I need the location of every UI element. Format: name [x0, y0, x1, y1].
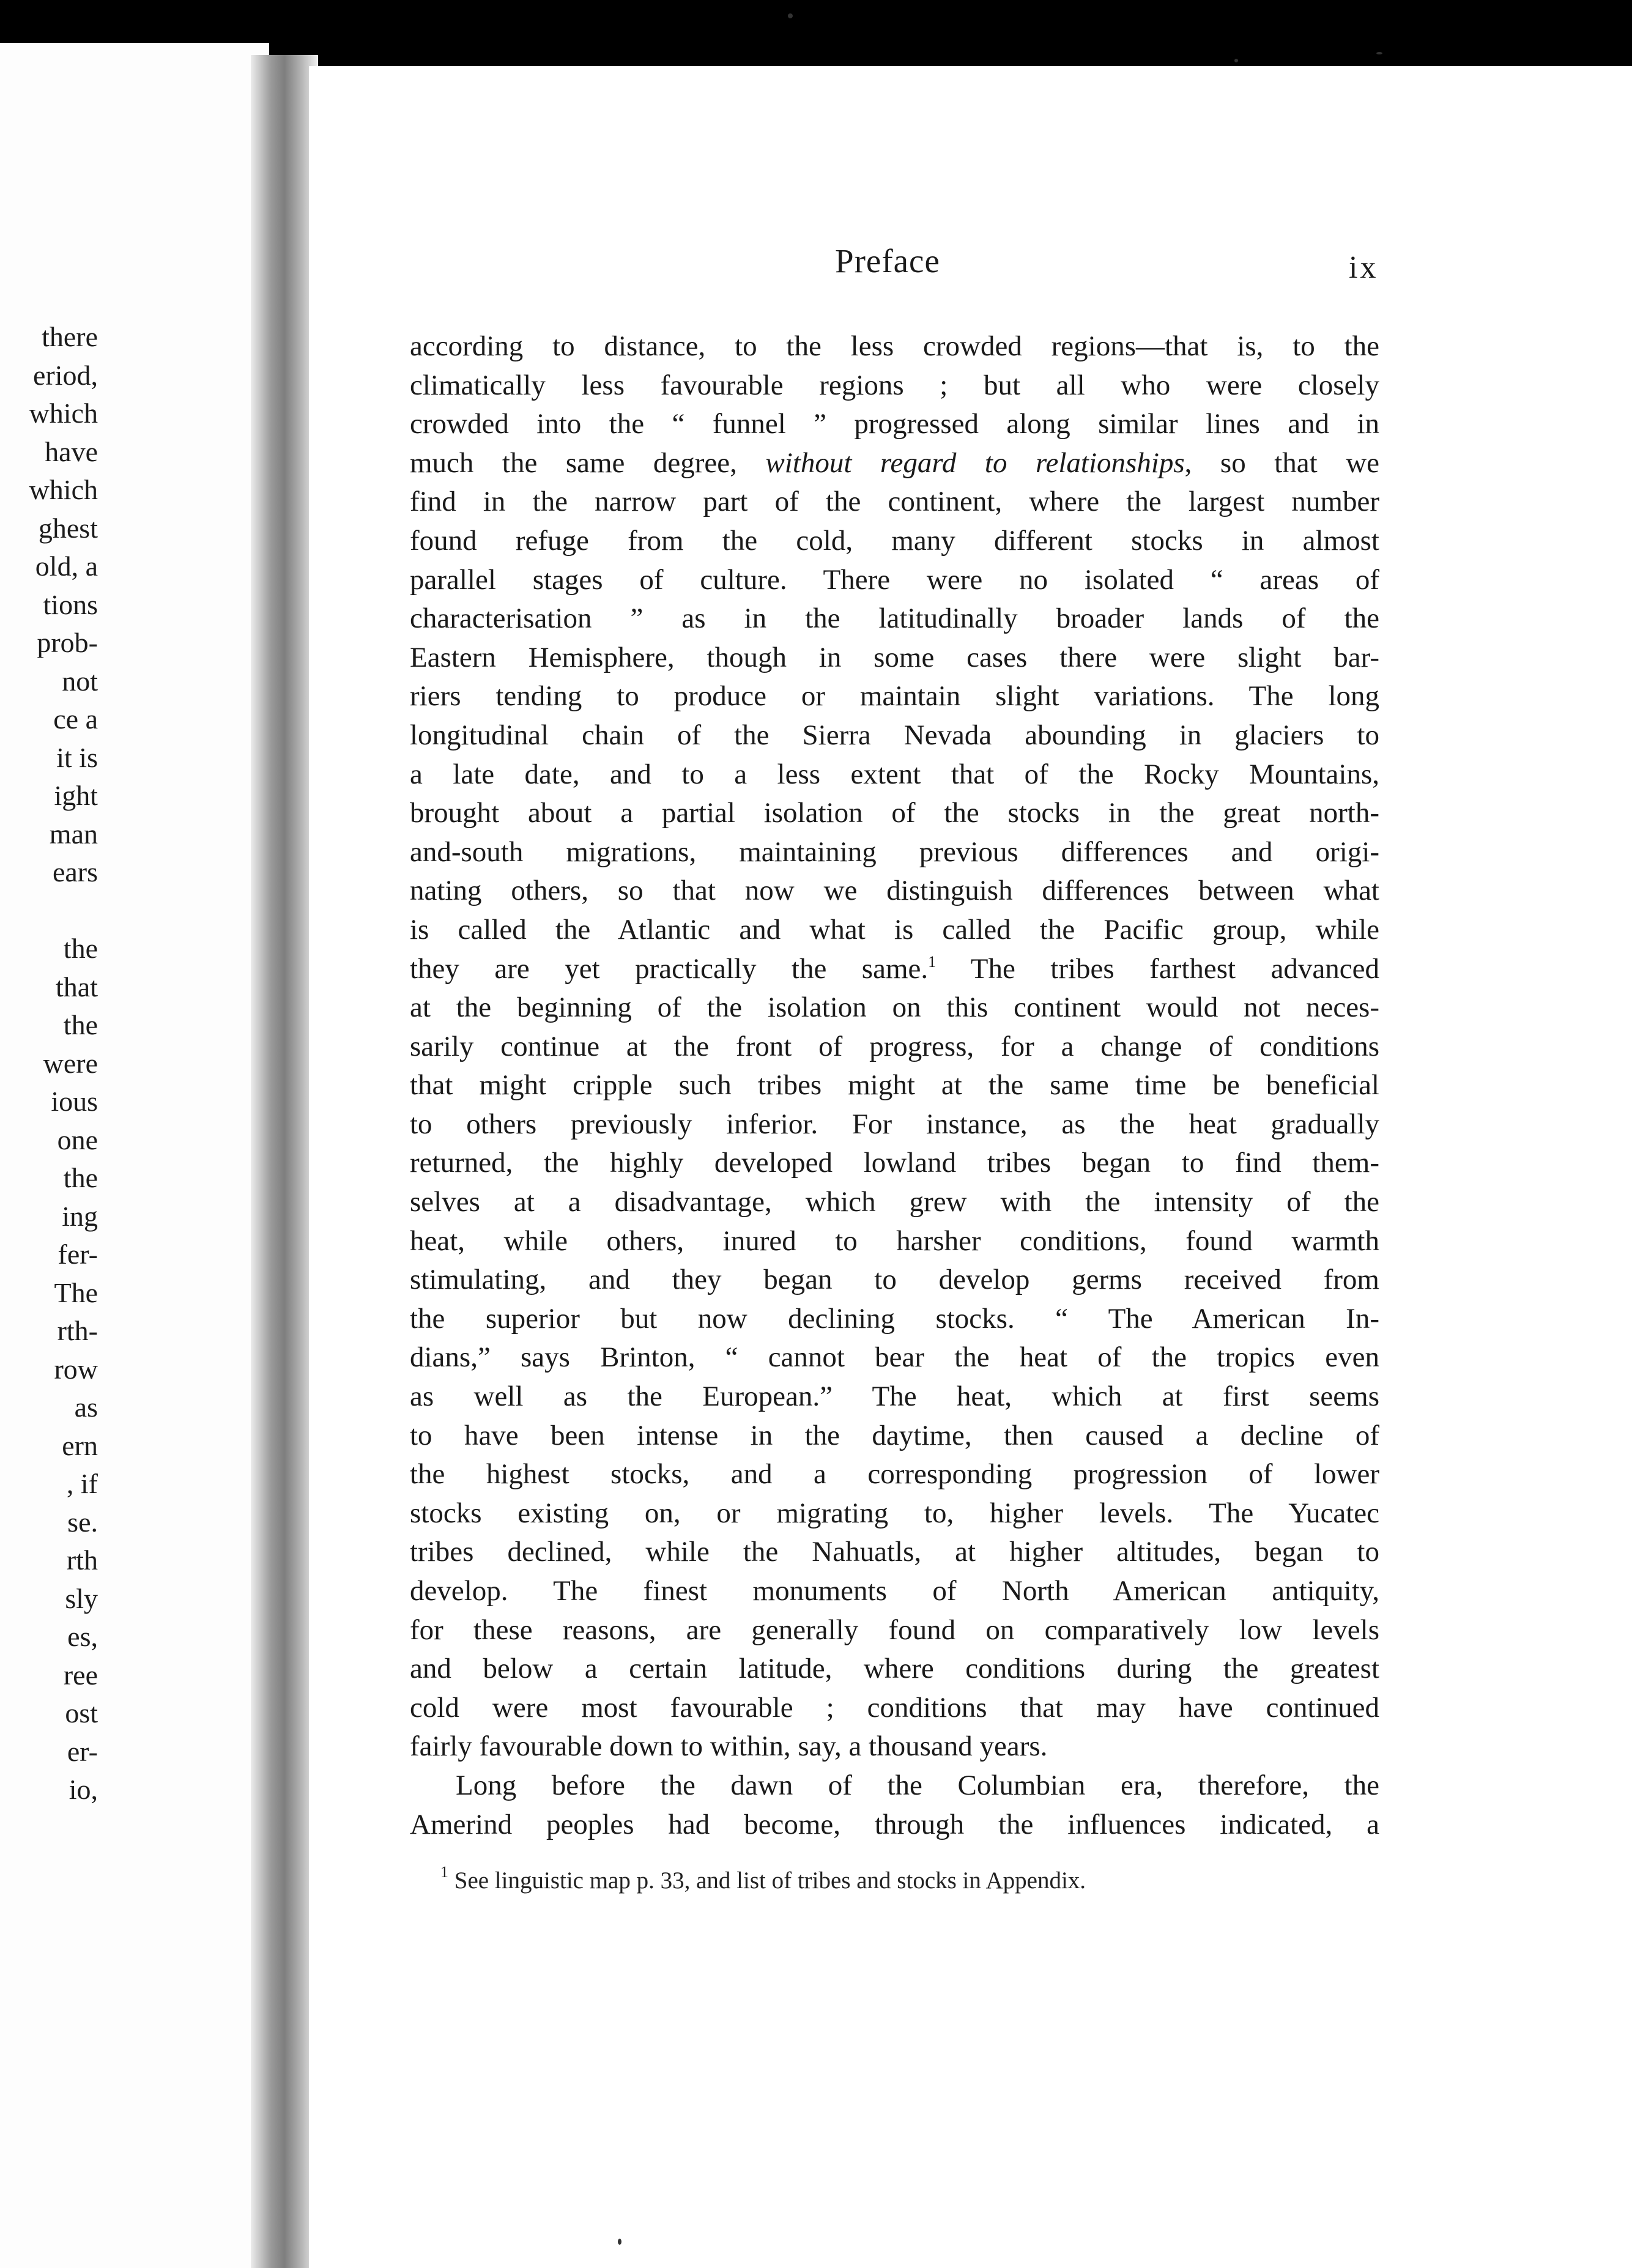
- text-line: cold were most favourable ; conditions that may have continued: [410, 1691, 1379, 1724]
- left-page-fragment: one: [57, 1124, 98, 1155]
- text-line: Amerind peoples had become, through the influences indicated, a: [410, 1808, 1379, 1840]
- footnote-reference: 1: [928, 952, 937, 971]
- text-line: stocks existing on, or migrating to, higher levels. The Yucatec: [410, 1497, 1379, 1529]
- left-page-fragment: the: [63, 933, 98, 964]
- left-page-fragment: eriod,: [32, 359, 98, 391]
- text-line: and-south migrations, maintaining previous differences and origi-: [410, 836, 1379, 868]
- left-page-text-fragments: [0, 318, 98, 1809]
- book-gutter: [251, 55, 318, 2268]
- left-page-fragment: io,: [69, 1774, 98, 1805]
- left-page-fragment: were: [43, 1047, 98, 1079]
- text-line: longitudinal chain of the Sierra Nevada abounding in glaciers to: [410, 719, 1379, 751]
- scan-speck: [618, 2239, 621, 2245]
- left-page-fragment: fer-: [57, 1239, 98, 1270]
- left-page-fragment: ight: [54, 780, 98, 811]
- left-page-fragment: it is: [56, 741, 98, 773]
- paragraph-last-line: fairly favourable down to within, say, a thousand years.: [410, 1730, 1048, 1763]
- left-page-fragment: the: [63, 1009, 98, 1040]
- left-page-fragment: prob-: [37, 627, 98, 658]
- text-line: climatically less favourable regions ; but all who were closely: [410, 369, 1379, 401]
- line-start: they are yet practically the same.: [410, 952, 929, 985]
- text-line: heat, while others, inured to harsher conditions, found warmth: [410, 1225, 1379, 1257]
- left-page-fragment: which: [29, 474, 98, 505]
- text-line: found refuge from the cold, many different stocks in almost: [410, 524, 1379, 557]
- text-line: for these reasons, are generally found on comparatively low levels: [410, 1614, 1379, 1646]
- left-page-fragment: ghest: [38, 512, 98, 544]
- left-page-fragment: ce a: [53, 703, 98, 735]
- text-line: nating others, so that now we distinguish differences between what: [410, 875, 1379, 907]
- text-line: brought about a partial isolation of the stocks in the great north-: [410, 797, 1379, 829]
- left-page-fragment: there: [42, 321, 98, 352]
- text-line: selves at a disadvantage, which grew with the intensity of the: [410, 1186, 1379, 1218]
- text-line: the superior but now declining stocks. “ The American In-: [410, 1302, 1379, 1335]
- left-page-fragment: have: [45, 435, 98, 467]
- left-page-fragment: se.: [67, 1506, 98, 1538]
- left-page-fragment: not: [62, 665, 98, 697]
- footnote-text: See linguistic map p. 33, and list of tribes and stocks in Appendix.: [448, 1867, 1086, 1894]
- left-page-fragment: es,: [67, 1621, 98, 1652]
- text-line: returned, the highly developed lowland tribes began to find them-: [410, 1147, 1379, 1179]
- text-line: and below a certain latitude, where conditions during the greatest: [410, 1653, 1379, 1685]
- text-line: is called the Atlantic and what is called the Pacific group, while: [410, 913, 1379, 946]
- left-page-fragment: ost: [65, 1697, 98, 1729]
- text-line: riers tending to produce or maintain slight variations. The long: [410, 680, 1379, 713]
- left-page-fragment: as: [74, 1392, 98, 1423]
- left-page-fragment: old, a: [35, 550, 98, 582]
- text-line: tribes declined, while the Nahuatls, at higher altitudes, began to: [410, 1536, 1379, 1568]
- text-line: according to distance, to the less crowded regions—that is, to the: [410, 330, 1379, 362]
- text-line: a late date, and to a less extent that of the Rocky Mountains,: [410, 758, 1379, 790]
- scan-speck: [1376, 52, 1382, 54]
- text-line: characterisation ” as in the latitudinally broader lands of the: [410, 602, 1379, 635]
- text-line: the highest stocks, and a corresponding progression of lower: [410, 1458, 1379, 1491]
- left-page-fragment: tions: [43, 588, 98, 620]
- left-page-fragment: ing: [62, 1200, 98, 1232]
- left-page-fragment: ious: [51, 1086, 98, 1117]
- left-page-fragment: which: [29, 398, 98, 429]
- text-line: find in the narrow part of the continent, where the largest number: [410, 486, 1379, 518]
- left-page-fragment: rth-: [57, 1315, 98, 1346]
- text-line: as well as the European.” The heat, which at first seems: [410, 1380, 1379, 1413]
- left-page-fragment: that: [56, 971, 98, 1002]
- page-number: ix: [1349, 250, 1379, 285]
- left-page-fragment: row: [54, 1353, 98, 1385]
- text-line: parallel stages of culture. There were no isolated “ areas of: [410, 563, 1379, 596]
- left-page-fragment: , if: [66, 1468, 98, 1499]
- left-page-fragment: ree: [63, 1659, 98, 1691]
- left-page-fragment: the: [63, 1162, 98, 1193]
- italic-phrase: without regard to relationships: [765, 447, 1185, 479]
- text-line: to others previously inferior. For instance, as the heat gradually: [410, 1108, 1379, 1140]
- text-line: develop. The finest monuments of North American antiquity,: [410, 1575, 1379, 1607]
- left-page-fragment: rth: [66, 1544, 98, 1576]
- left-page-fragment: The: [54, 1277, 98, 1308]
- text-line: sarily continue at the front of progress, for a change of conditions: [410, 1030, 1379, 1062]
- text-line: Eastern Hemisphere, though in some cases there were slight bar-: [410, 641, 1379, 673]
- text-line-with-footnote-mark: [410, 950, 1379, 989]
- left-page-fragment: er-: [67, 1735, 98, 1767]
- left-page-fragment: ern: [62, 1429, 98, 1461]
- text-line-with-italic: [410, 444, 1379, 483]
- text-line: at the beginning of the isolation on this continent would not neces-: [410, 991, 1379, 1024]
- running-head: Preface: [835, 242, 940, 280]
- text-line: crowded into the “ funnel ” progressed along similar lines and in: [410, 408, 1379, 440]
- left-page-fragment: man: [49, 818, 98, 850]
- line-start: much the same degree,: [410, 447, 766, 479]
- left-facing-page: [0, 43, 269, 2268]
- line-end: , so that we: [1184, 447, 1379, 479]
- text-line: that might cripple such tribes might at the same time be beneficial: [410, 1069, 1379, 1102]
- scan-speck: [1234, 59, 1238, 62]
- left-page-fragment: ears: [52, 856, 98, 888]
- body-text: [410, 327, 1379, 1844]
- paragraph-first-line: Long before the dawn of the Columbian era, therefore, the: [456, 1769, 1379, 1801]
- scan-speck: [788, 13, 793, 18]
- footnote-mark: 1: [440, 1863, 448, 1881]
- text-line: to have been intense in the daytime, then caused a decline of: [410, 1419, 1379, 1451]
- left-page-gap: [0, 892, 98, 930]
- text-line: dians,” says Brinton, “ cannot bear the heat of the tropics even: [410, 1341, 1379, 1374]
- text-line: stimulating, and they began to develop germs received from: [410, 1264, 1379, 1296]
- line-end: The tribes farthest advanced: [936, 952, 1380, 985]
- left-page-fragment: sly: [65, 1582, 98, 1614]
- footnote: [440, 1863, 1086, 1894]
